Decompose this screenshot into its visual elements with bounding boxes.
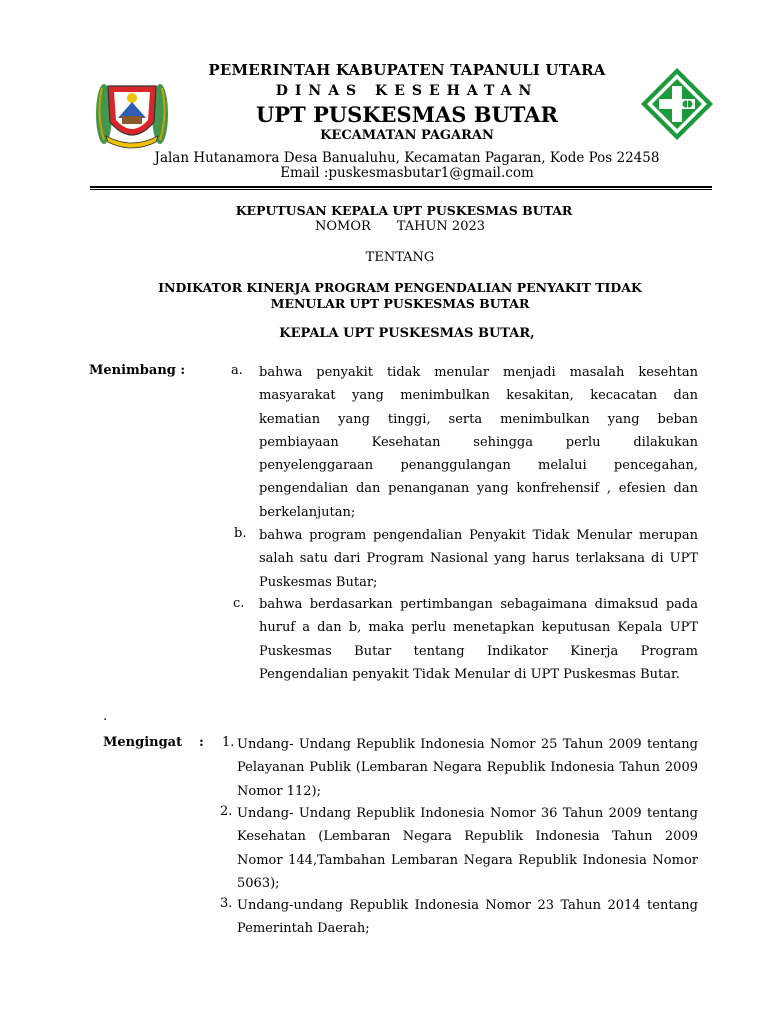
menimbang-marker: a. [231, 363, 243, 378]
menimbang-item: bahwa penyakit tidak menular menjadi masalah kesehtan masyarakat yang menimbulkan kesakitan, kecacatan dan kematian yang tinggi, serta menimbulkan yang beban pembiayaan Kesehatan sehingga perlu dilakukan penyelenggaraan penanggulangan melalui pencegahan, pengendalian dan penanganan yang konfrehensif , efesien dan berkelanjutan; [259, 365, 698, 520]
kepala-heading: KEPALA UPT PUSKESMAS BUTAR, [279, 326, 535, 341]
mengingat-item: Undang- Undang Republik Indonesia Nomor 25 Tahun 2009 tentang Pelayanan Publik (Lembaran Negara Republik Indonesia Tahun 2009 Nomor 112); [237, 737, 698, 799]
decree-subject-line: MENULAR UPT PUSKESMAS BUTAR [270, 296, 530, 311]
nomor-label: NOMOR [314, 219, 371, 234]
decree-title: KEPUTUSAN KEPALA UPT PUSKESMAS BUTAR [235, 203, 573, 218]
mengingat-marker: 1. [222, 735, 235, 750]
decree-number [0, 219, 768, 234]
mengingat-item: Undang-undang Republik Indonesia Nomor 23 Tahun 2014 tentang Pemerintah Daerah; [237, 898, 698, 937]
header-address: Jalan Hutanamora Desa Banualuhu, Kecamatan Pagaran, Kode Pos 22458 [154, 150, 660, 166]
mengingat-label: Mengingat [103, 735, 183, 750]
menimbang-label: Menimbang : [89, 363, 186, 378]
tentang-label: TENTANG [365, 250, 435, 265]
separator-dot: . [103, 709, 108, 724]
mengingat-marker: 3. [220, 896, 233, 911]
mengingat-item: Undang- Undang Republik Indonesia Nomor 36 Tahun 2009 tentang Kesehatan (Lembaran Negara Republik Indonesia Tahun 2009 Nomor 144,Tambahan Lembaran Negara Republik Indonesia Nomor 5063); [237, 806, 698, 891]
header-email: Email :puskesmasbutar1@gmail.com [280, 165, 534, 181]
menimbang-item: bahwa berdasarkan pertimbangan sebagaimana dimaksud pada huruf a dan b, maka perlu menetapkan keputusan Kepala UPT Puskesmas Butar tentang Indikator Kinerja Program Pengendalian penyakit Tidak Menular di UPT Puskesmas Butar. [259, 597, 698, 682]
letterhead-rule-thick [90, 186, 712, 188]
decree-subject-line: INDIKATOR KINERJA PROGRAM PENGENDALIAN PENYAKIT TIDAK [158, 280, 642, 295]
letterhead-rule-thin [90, 189, 712, 190]
menimbang-marker: b. [234, 526, 247, 541]
mengingat-marker: 2. [220, 804, 233, 819]
mengingat-colon: : [199, 735, 204, 750]
decree-subject [0, 280, 768, 312]
header-government: PEMERINTAH KABUPATEN TAPANULI UTARA [208, 61, 606, 79]
header-district: KECAMATAN PAGARAN [320, 128, 494, 143]
header-department: DINAS KESEHATAN [275, 83, 539, 99]
menimbang-item: bahwa program pengendalian Penyakit Tidak Menular merupan salah satu dari Program Nasional yang harus terlaksana di UPT Puskesmas Butar; [259, 528, 698, 590]
tahun-label: TAHUN 2023 [396, 219, 486, 234]
menimbang-marker: c. [233, 596, 245, 611]
header-institution: UPT PUSKESMAS BUTAR [255, 102, 559, 127]
